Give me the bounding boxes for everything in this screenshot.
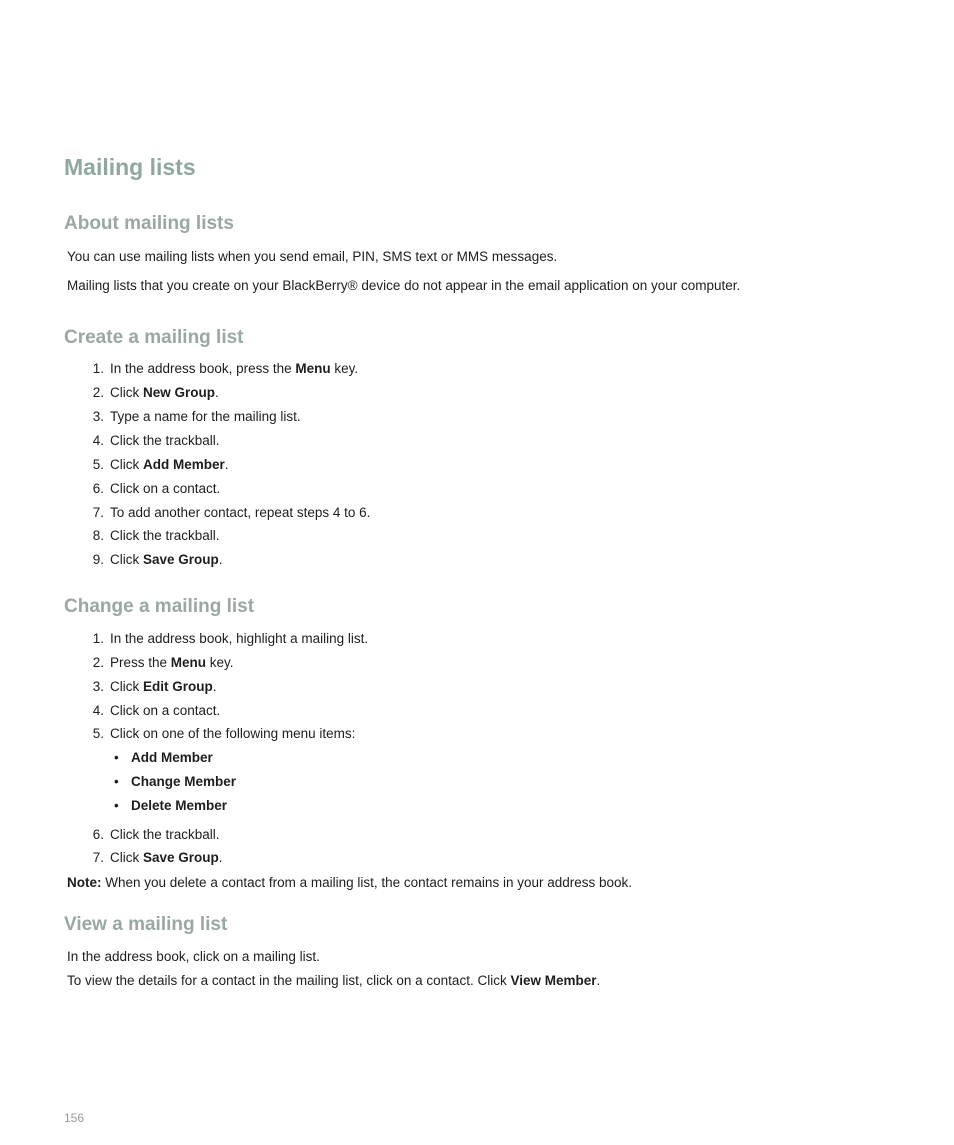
step-number: 6. bbox=[92, 827, 104, 842]
step-number: 6. bbox=[92, 481, 104, 496]
menu-item-label: View Member bbox=[510, 973, 597, 988]
about-paragraph-2: Mailing lists that you create on your BlackBerry® device do not appear in the email application on your computer. bbox=[67, 278, 741, 293]
step-text: Click New Group. bbox=[110, 385, 219, 400]
step-text: Click on one of the following menu items: bbox=[110, 726, 356, 741]
step-text: Press the Menu key. bbox=[110, 655, 234, 670]
step-number: 1. bbox=[92, 361, 104, 376]
menu-key-label: Menu bbox=[170, 655, 207, 670]
step-text: Click on a contact. bbox=[110, 703, 221, 718]
step-number: 3. bbox=[92, 679, 104, 694]
step-number: 7. bbox=[92, 505, 104, 520]
bullet-text: Change Member bbox=[131, 774, 237, 789]
view-paragraph-1: In the address book, click on a mailing list. bbox=[67, 949, 320, 964]
step-number: 3. bbox=[92, 409, 104, 424]
bullet-icon: • bbox=[114, 798, 119, 813]
menu-item-label: Add Member bbox=[143, 457, 225, 472]
step-number: 5. bbox=[92, 457, 104, 472]
bullet-text: Delete Member bbox=[131, 798, 228, 813]
section-heading-view: View a mailing list bbox=[64, 914, 228, 935]
step-number: 7. bbox=[92, 850, 104, 865]
step-text: Click the trackball. bbox=[110, 528, 220, 543]
step-text: Click Save Group. bbox=[110, 850, 223, 865]
step-text: In the address book, press the Menu key. bbox=[110, 361, 359, 376]
step-number: 2. bbox=[92, 655, 104, 670]
page-title: Mailing lists bbox=[64, 154, 196, 180]
step-number: 8. bbox=[92, 528, 104, 543]
about-paragraph-1: You can use mailing lists when you send email, PIN, SMS text or MMS messages. bbox=[67, 249, 558, 264]
note-paragraph bbox=[67, 874, 632, 892]
menu-item-label: New Group bbox=[143, 385, 216, 400]
note-label: Note: bbox=[67, 875, 102, 890]
step-text: Click Add Member. bbox=[110, 457, 229, 472]
section-heading-change: Change a mailing list bbox=[64, 596, 255, 617]
step-number: 1. bbox=[92, 631, 104, 646]
bullet-icon: • bbox=[114, 774, 119, 789]
step-text: Click on a contact. bbox=[110, 481, 221, 496]
bullet-text: Add Member bbox=[131, 750, 213, 765]
note-text: When you delete a contact from a mailing list, the contact remains in your address book. bbox=[101, 875, 633, 890]
section-heading-about: About mailing lists bbox=[64, 213, 234, 234]
view-paragraph-2: To view the details for a contact in the mailing list, click on a contact. Click View Member. bbox=[67, 973, 601, 988]
step-number: 2. bbox=[92, 385, 104, 400]
step-text: Click Edit Group. bbox=[110, 679, 217, 694]
step-number: 4. bbox=[92, 703, 104, 718]
step-number: 4. bbox=[92, 433, 104, 448]
menu-item-label: Save Group bbox=[143, 850, 219, 865]
step-text: Click the trackball. bbox=[110, 433, 220, 448]
page-number: 156 bbox=[64, 1111, 85, 1125]
menu-item-label: Edit Group bbox=[143, 679, 213, 694]
step-text: To add another contact, repeat steps 4 to 6. bbox=[110, 505, 371, 520]
menu-item-label: Save Group bbox=[143, 552, 219, 567]
bullet-icon: • bbox=[114, 750, 119, 765]
step-number: 5. bbox=[92, 726, 104, 741]
step-text: Type a name for the mailing list. bbox=[110, 409, 301, 424]
menu-key-label: Menu bbox=[295, 361, 331, 376]
step-text: Click the trackball. bbox=[110, 827, 220, 842]
step-text: Click Save Group. bbox=[110, 552, 223, 567]
section-heading-create: Create a mailing list bbox=[64, 327, 244, 348]
step-text: In the address book, highlight a mailing list. bbox=[110, 631, 369, 646]
step-number: 9. bbox=[92, 552, 104, 567]
